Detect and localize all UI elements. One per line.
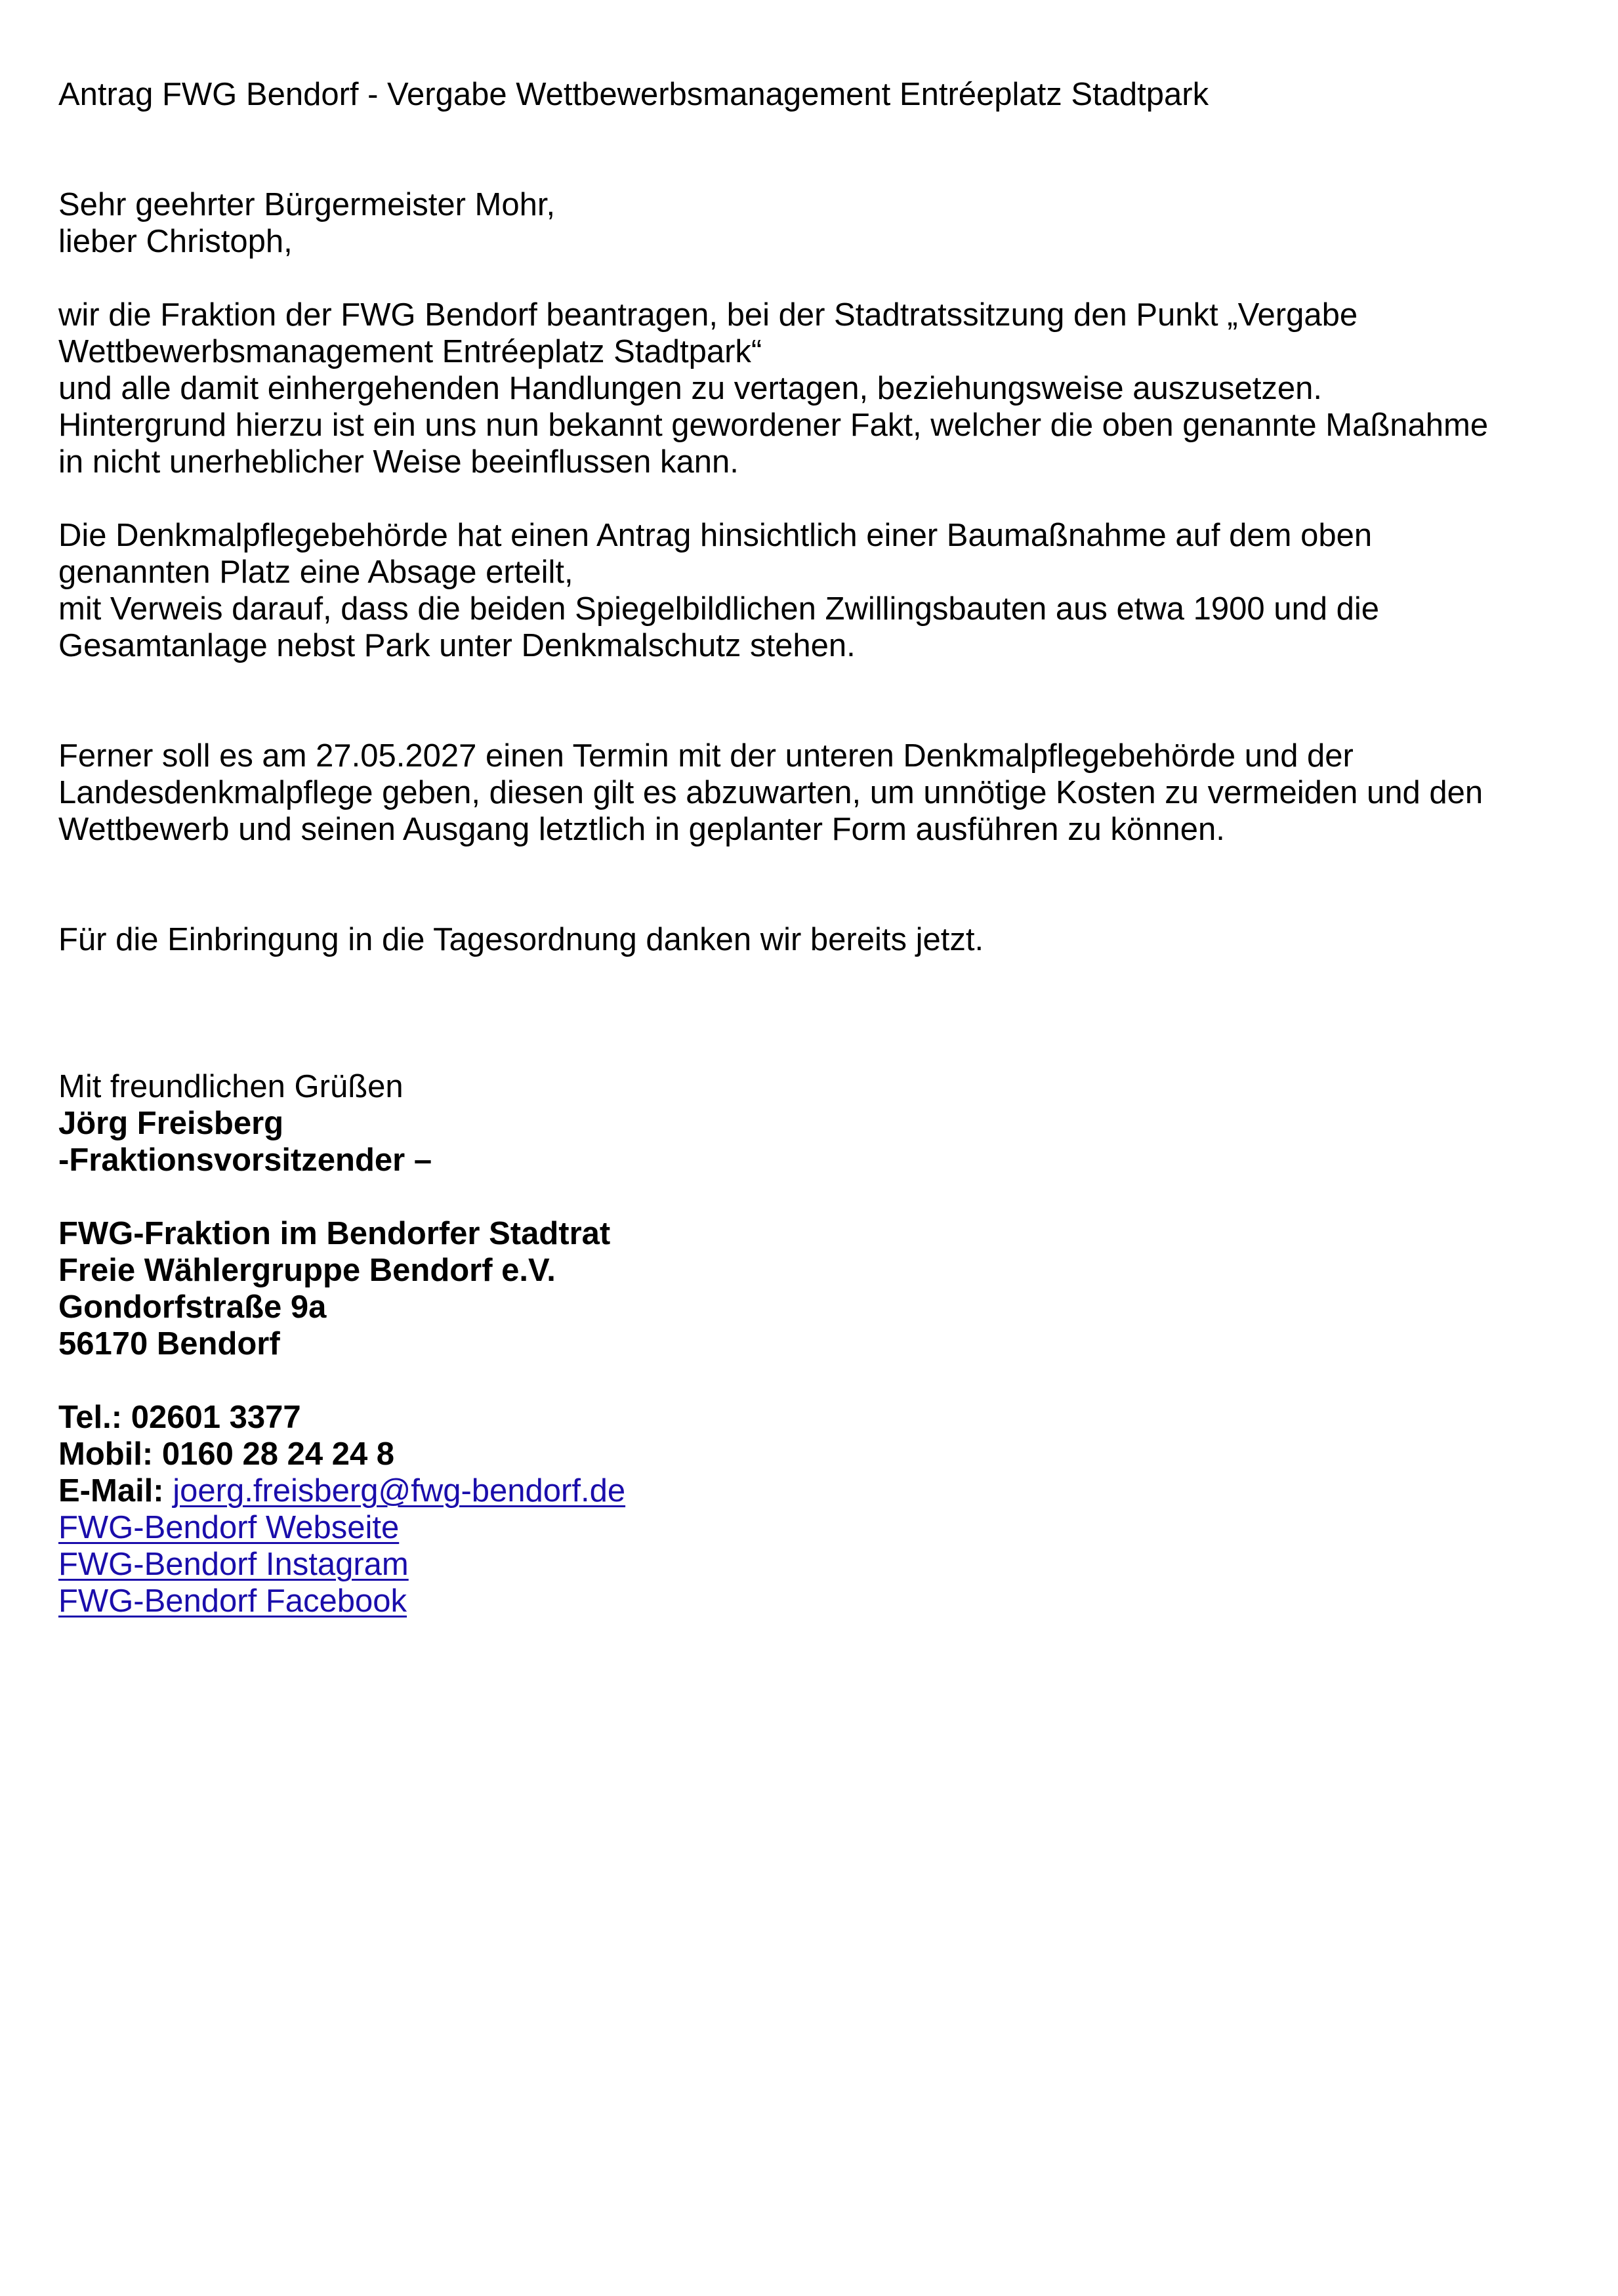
contact-block (58, 1399, 1567, 1619)
organization-address (58, 1215, 1567, 1362)
paragraph-line: Wettbewerbsmanagement Entréeplatz Stadtpark“ (58, 334, 762, 369)
website-link[interactable]: FWG-Bendorf Webseite (58, 1510, 400, 1545)
instagram-link[interactable]: FWG-Bendorf Instagram (58, 1547, 409, 1582)
letter (58, 76, 1567, 1619)
paragraph-line: genannten Platz eine Absage erteilt, (58, 554, 573, 590)
paragraph-line: in nicht unerheblicher Weise beeinflussen kann. (58, 444, 739, 480)
paragraph-line: Ferner soll es am 27.05.2027 einen Termin mit der unteren Denkmalpflegebehörde und der (58, 738, 1354, 774)
email-row (58, 1472, 1567, 1509)
address-street: Gondorfstraße 9a (58, 1289, 327, 1325)
paragraph-appointment (58, 738, 1567, 848)
organization-name: FWG-Fraktion im Bendorfer Stadtrat (58, 1216, 611, 1251)
paragraph-line: und alle damit einhergehenden Handlungen zu vertagen, beziehungsweise auszusetzen. (58, 371, 1322, 406)
signature-role: -Fraktionsvorsitzender – (58, 1142, 432, 1178)
facebook-link-row (58, 1583, 1567, 1619)
address-city: 56170 Bendorf (58, 1326, 280, 1362)
paragraph-line: Hintergrund hierzu ist ein uns nun bekannt gewordener Fakt, welcher die oben genannte Maßnahme (58, 407, 1489, 443)
paragraph-line: Wettbewerb und seinen Ausgang letztlich in geplanter Form ausführen zu können. (58, 812, 1225, 847)
paragraph-request (58, 297, 1567, 480)
signature-name: Jörg Freisberg (58, 1106, 284, 1141)
letter-subject: Antrag FWG Bendorf - Vergabe Wettbewerbsmanagement Entréeplatz Stadtpark (58, 77, 1209, 112)
paragraph-line: mit Verweis darauf, dass die beiden Spiegelbildlichen Zwillingsbauten aus etwa 1900 und die (58, 591, 1379, 627)
website-link-row (58, 1509, 1567, 1546)
paragraph-line: Gesamtanlage nebst Park unter Denkmalschutz stehen. (58, 628, 856, 663)
salutation-line-2: lieber Christoph, (58, 224, 293, 259)
paragraph-line: Landesdenkmalpflege geben, diesen gilt es abzuwarten, um unnötige Kosten zu vermeiden und den (58, 775, 1483, 810)
email-link[interactable]: joerg.freisberg@fwg-bendorf.de (173, 1473, 626, 1509)
closing: Mit freundlichen Grüßen (58, 1069, 404, 1104)
facebook-link[interactable]: FWG-Bendorf Facebook (58, 1583, 407, 1619)
salutation-line-1: Sehr geehrter Bürgermeister Mohr, (58, 187, 556, 222)
paragraph-thanks: Für die Einbringung in die Tagesordnung danken wir bereits jetzt. (58, 922, 984, 957)
paragraph-line: Die Denkmalpflegebehörde hat einen Antrag hinsichtlich einer Baumaßnahme auf dem oben (58, 518, 1373, 553)
salutation (58, 186, 1567, 260)
paragraph-line: wir die Fraktion der FWG Bendorf beantragen, bei der Stadtratssitzung den Punkt „Vergabe (58, 297, 1358, 333)
organization-legal-name: Freie Wählergruppe Bendorf e.V. (58, 1253, 556, 1288)
phone-number: Tel.: 02601 3377 (58, 1400, 301, 1435)
email-label: E-Mail: (58, 1473, 164, 1509)
paragraph-monument-authority (58, 517, 1567, 664)
mobile-number: Mobil: 0160 28 24 24 8 (58, 1436, 395, 1472)
instagram-link-row (58, 1546, 1567, 1583)
